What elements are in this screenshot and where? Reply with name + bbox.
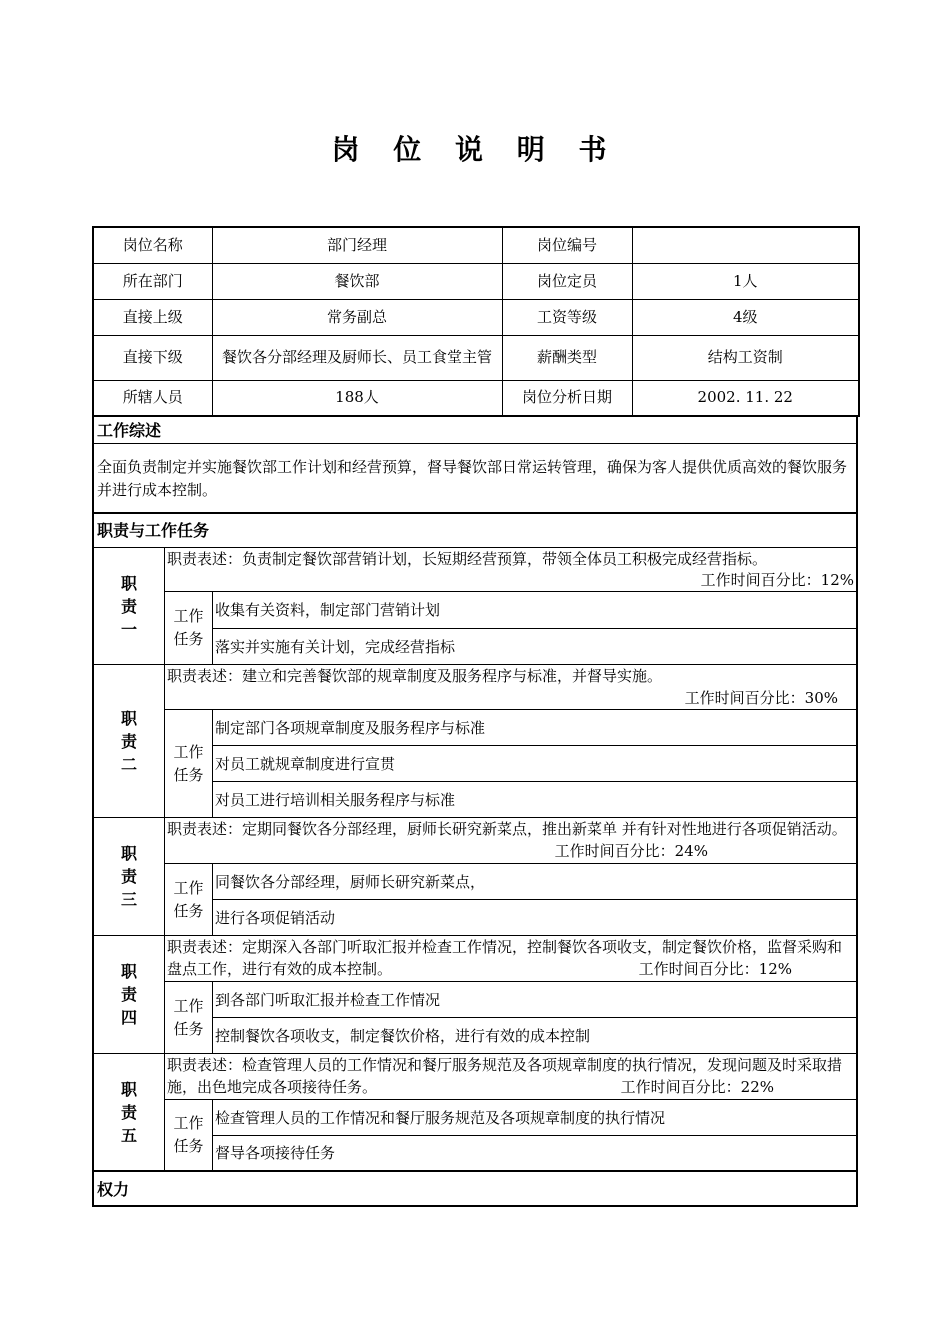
time-percentage: 工作时间百分比：30% (684, 689, 838, 707)
info-value: 餐饮部 (212, 263, 502, 299)
info-row (93, 263, 859, 299)
info-value: 2002. 11. 22 (632, 380, 859, 416)
duty-block (92, 665, 858, 818)
info-row (93, 380, 859, 416)
duty-block (92, 818, 858, 936)
info-row (93, 335, 859, 380)
power-heading: 权力 (92, 1171, 858, 1207)
task-label-text: 工作 任务 (173, 1114, 204, 1155)
task-item: 督导各项接待任务 (215, 1144, 336, 1163)
info-value: 1人 (632, 263, 859, 299)
task-item: 同餐饮各分部经理，厨师长研究新菜点， (213, 864, 856, 900)
info-value: 188人 (212, 380, 502, 416)
job-description-form (92, 226, 858, 1207)
duty-label-text: 职 责 二 (120, 708, 137, 774)
info-value: 结构工资制 (632, 335, 859, 380)
time-percentage: 工作时间百分比：22% (615, 1076, 774, 1098)
basic-info-table (92, 226, 860, 417)
info-value: 4级 (632, 299, 859, 335)
task-item: 控制餐饮各项收支，制定餐饮价格，进行有效的成本控制 (215, 1027, 591, 1045)
duty-label (94, 936, 165, 1053)
task-label (165, 592, 213, 664)
info-label: 岗位编号 (502, 227, 632, 263)
task-item: 制定部门各项规章制度及服务程序与标准 (213, 710, 856, 746)
info-label: 所辖人员 (93, 380, 212, 416)
duty-label-text: 职 责 一 (120, 573, 137, 639)
task-item: 到各部门听取汇报并检查工作情况 (213, 982, 856, 1018)
task-item: 对员工就规章制度进行宣贯 (213, 746, 856, 782)
duty-label-text: 职 责 三 (120, 844, 137, 909)
duty-description-text: 职责表述：定期深入各部门听取汇报并检查工作情况，控制餐饮各项收支，制定餐饮价格，监督采购和盘点工作，进行有效的成本控制。 (167, 938, 843, 978)
task-item: 收集有关资料，制定部门营销计划 (213, 592, 856, 629)
duty-block (92, 548, 858, 665)
task-label (165, 1100, 213, 1170)
info-label: 岗位分析日期 (502, 380, 632, 416)
info-label: 直接下级 (93, 335, 212, 380)
task-label-text: 工作 任务 (173, 878, 204, 920)
page-title: 岗 位 说 明 书 (331, 133, 619, 166)
info-row (93, 227, 859, 263)
duty-label (94, 665, 165, 817)
summary-heading: 工作综述 (92, 417, 858, 444)
duty-description (165, 548, 856, 592)
info-label: 岗位定员 (502, 263, 632, 299)
duty-description (165, 1054, 856, 1100)
info-value: 部门经理 (212, 227, 502, 263)
summary-text: 全面负责制定并实施餐饮部工作计划和经营预算，督导餐饮部日常运转管理，确保为客人提供优质高效的餐饮服务并进行成本控制。 (92, 444, 858, 514)
info-label: 岗位名称 (93, 227, 212, 263)
task-item: 进行各项促销活动 (215, 909, 336, 927)
duty-description (165, 665, 856, 710)
duty-description-text: 职责表述：负责制定餐饮部营销计划，长短期经营预算，带领全体员工积极完成经营指标。 (167, 550, 768, 568)
info-label: 工资等级 (502, 299, 632, 335)
duty-label-text: 职 责 五 (120, 1079, 137, 1145)
info-label: 所在部门 (93, 263, 212, 299)
duty-description (165, 818, 856, 864)
time-percentage: 工作时间百分比：12% (700, 571, 854, 589)
task-item: 检查管理人员的工作情况和餐厅服务规范及各项规章制度的执行情况 (213, 1100, 856, 1136)
info-row (93, 299, 859, 335)
duties-heading: 职责与工作任务 (92, 514, 858, 548)
info-value (632, 227, 859, 263)
task-label (165, 710, 213, 817)
duty-block (92, 936, 858, 1054)
task-item: 落实并实施有关计划，完成经营指标 (215, 637, 456, 656)
duty-description-text: 职责表述：定期同餐饮各分部经理，厨师长研究新菜点，推出新菜单 并有针对性地进行各项促销活动。 (167, 820, 847, 838)
time-percentage: 工作时间百分比：12% (633, 958, 792, 980)
duty-label-text: 职 责 四 (120, 962, 137, 1027)
task-label-text: 工作 任务 (173, 607, 204, 648)
info-value: 常务副总 (212, 299, 502, 335)
duty-block (92, 1054, 858, 1171)
task-label-text: 工作 任务 (173, 996, 204, 1038)
duty-label (94, 818, 165, 935)
duty-label (94, 1054, 165, 1170)
time-percentage: 工作时间百分比：24% (549, 840, 708, 862)
task-label (165, 864, 213, 935)
duty-description-text: 职责表述：检查管理人员的工作情况和餐厅服务规范及各项规章制度的执行情况，发现问题及时采取措施，出色地完成各项接待任务。 (167, 1056, 843, 1096)
duty-description (165, 936, 856, 982)
duty-description-text: 职责表述：建立和完善餐饮部的规章制度及服务程序与标准，并督导实施。 (167, 667, 663, 685)
task-label-text: 工作 任务 (173, 742, 204, 784)
duty-label (94, 548, 165, 664)
info-value: 餐饮各分部经理及厨师长、员工食堂主管 (212, 335, 502, 380)
info-label: 直接上级 (93, 299, 212, 335)
info-label: 薪酬类型 (502, 335, 632, 380)
task-item: 对员工进行培训相关服务程序与标准 (215, 791, 456, 809)
task-label (165, 982, 213, 1053)
